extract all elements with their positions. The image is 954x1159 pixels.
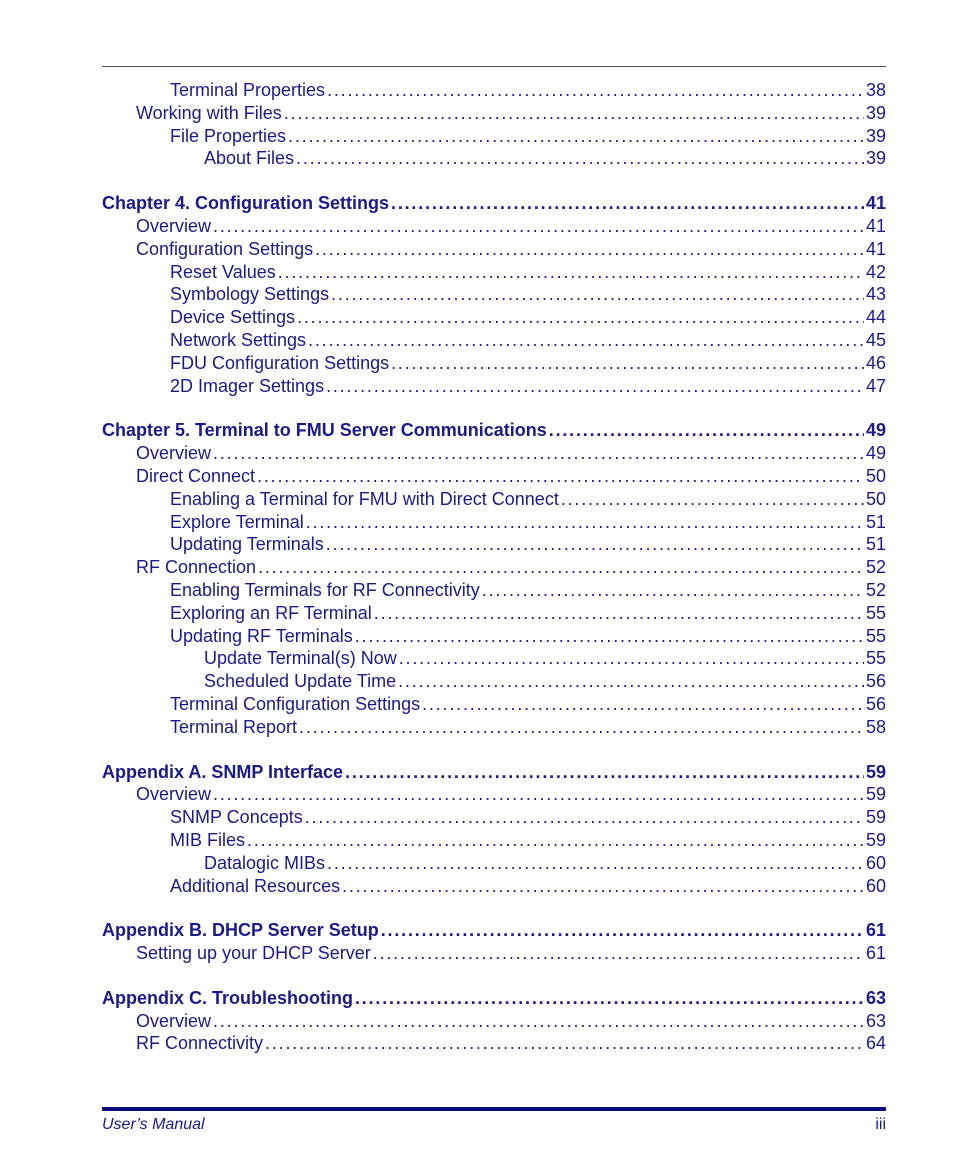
dot-leader (391, 192, 864, 215)
dot-leader (284, 102, 864, 125)
dot-leader (247, 829, 864, 852)
toc-entry[interactable] (102, 215, 886, 238)
toc-entry-page: 55 (865, 625, 886, 646)
dot-leader (345, 761, 864, 784)
table-of-contents (102, 79, 886, 1055)
dot-leader (308, 329, 864, 352)
footer-rule (102, 1107, 886, 1111)
toc-entry-label: RF Connectivity (136, 1033, 264, 1054)
toc-entry-page: 39 (865, 102, 886, 123)
dot-leader (258, 556, 864, 579)
toc-entry[interactable] (102, 147, 886, 170)
toc-entry-label: Updating RF Terminals (170, 625, 353, 646)
toc-entry-label: Appendix C. Troubleshooting (102, 987, 353, 1008)
toc-heading[interactable] (102, 761, 886, 784)
dot-leader (549, 419, 864, 442)
footer-page-number: iii (875, 1116, 886, 1133)
toc-entry[interactable] (102, 875, 886, 898)
dot-leader (315, 238, 864, 261)
dot-leader (213, 215, 864, 238)
toc-entry[interactable] (102, 533, 886, 556)
footer-title: User’s Manual (102, 1116, 205, 1133)
toc-entry[interactable] (102, 375, 886, 398)
dot-leader (561, 488, 864, 511)
dot-leader (355, 987, 864, 1010)
dot-leader (306, 511, 864, 534)
toc-entry-page: 64 (865, 1033, 886, 1054)
toc-entry-page: 51 (865, 511, 886, 532)
toc-entry-page: 61 (865, 920, 886, 941)
toc-entry-label: Working with Files (136, 102, 282, 123)
toc-entry[interactable] (102, 716, 886, 739)
toc-entry-page: 49 (865, 420, 886, 441)
toc-entry[interactable] (102, 806, 886, 829)
dot-leader (326, 533, 864, 556)
toc-entry[interactable] (102, 1010, 886, 1033)
toc-entry-label: FDU Configuration Settings (170, 352, 390, 373)
toc-entry-page: 41 (865, 215, 886, 236)
toc-entry-page: 52 (865, 557, 886, 578)
toc-entry-label: Overview (136, 1010, 212, 1031)
toc-entry[interactable] (102, 238, 886, 261)
toc-heading[interactable] (102, 919, 886, 942)
toc-entry[interactable] (102, 511, 886, 534)
dot-leader (278, 261, 864, 284)
toc-entry[interactable] (102, 579, 886, 602)
dot-leader (213, 783, 864, 806)
dot-leader (374, 602, 864, 625)
dot-leader (342, 875, 864, 898)
toc-entry[interactable] (102, 488, 886, 511)
toc-entry-label: Enabling a Terminal for FMU with Direct Connect (170, 488, 559, 509)
dot-leader (327, 79, 864, 102)
toc-entry-label: SNMP Concepts (170, 807, 303, 828)
toc-entry[interactable] (102, 261, 886, 284)
toc-entry-label: Enabling Terminals for RF Connectivity (170, 579, 480, 600)
toc-entry-page: 59 (865, 784, 886, 805)
dot-leader (422, 693, 864, 716)
dot-leader (398, 670, 864, 693)
toc-entry-page: 59 (865, 807, 886, 828)
toc-entry-label: Additional Resources (170, 875, 341, 896)
toc-entry-label: Appendix A. SNMP Interface (102, 761, 344, 782)
toc-entry-label: Exploring an RF Terminal (170, 602, 372, 623)
toc-entry-label: Appendix B. DHCP Server Setup (102, 920, 379, 941)
toc-entry-page: 45 (865, 329, 886, 350)
toc-entry[interactable] (102, 647, 886, 670)
toc-entry-page: 55 (865, 648, 886, 669)
toc-entry[interactable] (102, 125, 886, 148)
toc-entry-label: Explore Terminal (170, 511, 304, 532)
toc-entry-page: 50 (865, 488, 886, 509)
toc-entry[interactable] (102, 942, 886, 965)
toc-entry-label: Terminal Configuration Settings (170, 693, 421, 714)
toc-entry-page: 50 (865, 465, 886, 486)
toc-entry-page: 46 (865, 352, 886, 373)
toc-heading[interactable] (102, 192, 886, 215)
toc-entry[interactable] (102, 442, 886, 465)
toc-entry-label: Overview (136, 215, 212, 236)
toc-entry-label: MIB Files (170, 829, 246, 850)
toc-entry-page: 44 (865, 307, 886, 328)
toc-entry-page: 52 (865, 579, 886, 600)
toc-entry-page: 61 (865, 943, 886, 964)
dot-leader (391, 352, 864, 375)
toc-entry-label: File Properties (170, 125, 287, 146)
toc-entry-label: Updating Terminals (170, 534, 324, 555)
dot-leader (327, 852, 864, 875)
toc-entry[interactable] (102, 283, 886, 306)
toc-entry-label: Setting up your DHCP Server (136, 943, 371, 964)
toc-entry-label: 2D Imager Settings (170, 375, 325, 396)
dot-leader (299, 716, 864, 739)
toc-heading[interactable] (102, 419, 886, 442)
dot-leader (213, 442, 864, 465)
toc-entry[interactable] (102, 783, 886, 806)
toc-entry-page: 63 (865, 987, 886, 1008)
toc-entry[interactable] (102, 625, 886, 648)
toc-entry-page: 43 (865, 284, 886, 305)
dot-leader (297, 306, 864, 329)
toc-entry-page: 38 (865, 80, 886, 100)
toc-entry-label: Network Settings (170, 329, 307, 350)
toc-entry-label: Scheduled Update Time (204, 671, 397, 692)
toc-entry[interactable] (102, 829, 886, 852)
toc-entry-label: About Files (204, 148, 295, 169)
toc-entry[interactable] (102, 102, 886, 125)
toc-entry[interactable] (102, 670, 886, 693)
dot-leader (265, 1032, 864, 1055)
dot-leader (381, 919, 864, 942)
toc-entry[interactable] (102, 693, 886, 716)
dot-leader (373, 942, 864, 965)
toc-entry-label: Overview (136, 784, 212, 805)
toc-entry-label: Symbology Settings (170, 284, 330, 305)
toc-entry[interactable] (102, 852, 886, 875)
toc-entry[interactable] (102, 352, 886, 375)
toc-entry-label: Chapter 4. Configuration Settings (102, 193, 390, 214)
dot-leader (257, 465, 864, 488)
toc-entry-page: 49 (865, 443, 886, 464)
header-rule (102, 66, 886, 67)
toc-entry-page: 56 (865, 671, 886, 692)
toc-entry-page: 59 (865, 761, 886, 782)
toc-entry[interactable] (102, 602, 886, 625)
dot-leader (305, 806, 864, 829)
dot-leader (213, 1010, 864, 1033)
toc-entry-label: Overview (136, 443, 212, 464)
toc-entry[interactable] (102, 306, 886, 329)
dot-leader (482, 579, 864, 602)
toc-entry-label: Update Terminal(s) Now (204, 648, 397, 669)
toc-entry-page: 63 (865, 1010, 886, 1031)
toc-heading[interactable] (102, 987, 886, 1010)
toc-entry-page: 39 (865, 125, 886, 146)
toc-entry-label: Direct Connect (136, 465, 256, 486)
dot-leader (296, 147, 864, 170)
toc-entry-label: Terminal Properties (170, 80, 326, 100)
toc-entry-page: 58 (865, 716, 886, 737)
dot-leader (399, 647, 864, 670)
toc-entry-label: Terminal Report (170, 716, 298, 737)
toc-entry-label: Configuration Settings (136, 238, 314, 259)
toc-entry-page: 41 (865, 238, 886, 259)
toc-entry-page: 42 (865, 261, 886, 282)
dot-leader (355, 625, 864, 648)
toc-entry-label: Datalogic MIBs (204, 852, 326, 873)
toc-entry-label: RF Connection (136, 557, 257, 578)
dot-leader (288, 125, 864, 148)
toc-entry-page: 56 (865, 693, 886, 714)
toc-entry-page: 55 (865, 602, 886, 623)
toc-entry-page: 47 (865, 375, 886, 396)
toc-entry-label: Reset Values (170, 261, 276, 282)
dot-leader (326, 375, 864, 398)
toc-entry[interactable] (102, 329, 886, 352)
toc-entry-label: Chapter 5. Terminal to FMU Server Communications (102, 420, 547, 441)
toc-entry-page: 60 (865, 875, 886, 896)
toc-entry[interactable] (102, 1032, 886, 1055)
toc-entry[interactable] (102, 79, 886, 102)
dot-leader (331, 283, 864, 306)
toc-entry-page: 41 (865, 193, 886, 214)
toc-entry[interactable] (102, 465, 886, 488)
toc-entry-label: Device Settings (170, 307, 296, 328)
toc-entry-page: 60 (865, 852, 886, 873)
toc-entry-page: 39 (865, 148, 886, 169)
toc-entry-page: 59 (865, 829, 886, 850)
toc-entry-page: 51 (865, 534, 886, 555)
toc-entry[interactable] (102, 556, 886, 579)
